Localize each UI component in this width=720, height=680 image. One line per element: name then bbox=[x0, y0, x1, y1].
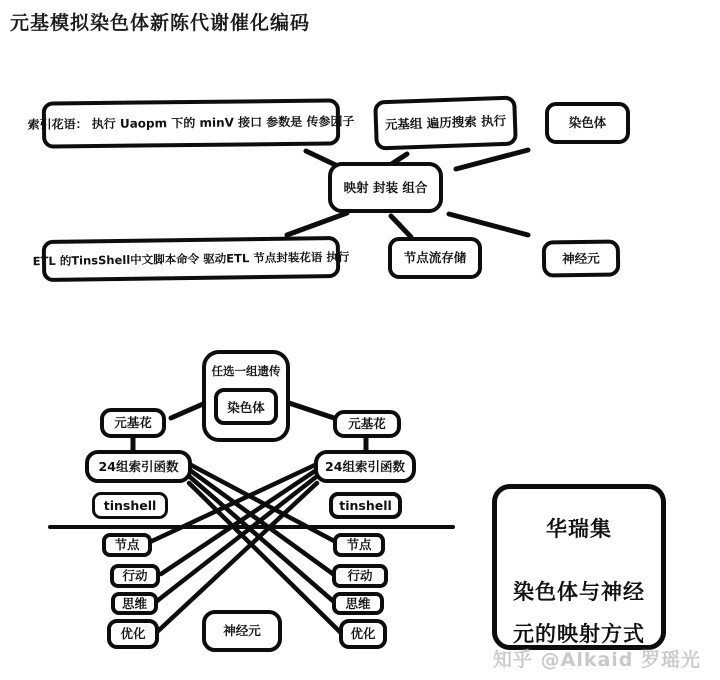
select-genetic-group-box bbox=[202, 350, 290, 442]
chromosome-box: 染色体 bbox=[545, 102, 630, 144]
caption-box bbox=[492, 484, 666, 650]
index-phrase-box: 索引花语： 执行 Uaopm 下的 minV 接口 参数是 传参因子 bbox=[42, 98, 340, 148]
action-right-box: 行动 bbox=[332, 564, 388, 588]
metaflower-right-box: 元基花 bbox=[333, 410, 401, 438]
neuron-box-top: 神经元 bbox=[542, 239, 621, 277]
etl-tinshell-box: ETL 的TinsShell中文脚本命令 驱动ETL 节点封装花语 执行 bbox=[42, 236, 341, 282]
optimize-right-box: 优化 bbox=[339, 619, 387, 649]
node-stream-storage-box: 节点流存储 bbox=[388, 237, 482, 279]
select-genetic-group-label: 任选一组遗传 bbox=[211, 364, 281, 378]
metaflower-left-box: 元基花 bbox=[100, 408, 166, 438]
tinshell-left-box: tinshell bbox=[92, 492, 168, 519]
node-left-box: 节点 bbox=[102, 533, 152, 557]
tinshell-right-box: tinshell bbox=[329, 492, 402, 519]
index-functions-left-box: 24组索引函数 bbox=[85, 450, 192, 483]
chromosome-inner-box: 染色体 bbox=[214, 388, 278, 425]
caption-line-1: 华瑞集 bbox=[546, 517, 612, 541]
metagroup-search-box: 元基组 遍历搜索 执行 bbox=[373, 96, 518, 151]
index-functions-right-box: 24组索引函数 bbox=[314, 450, 416, 483]
crossing-mapping-lines bbox=[150, 465, 340, 632]
neuron-box-bottom: 神经元 bbox=[202, 610, 282, 652]
caption-line-2: 染色体与神经 bbox=[513, 580, 645, 604]
page-title: 元基模拟染色体新陈代谢催化编码 bbox=[10, 12, 311, 34]
zhihu-watermark: 知乎 @Alkaid 罗瑶光 bbox=[493, 649, 702, 671]
mapping-center-box: 映射 封装 组合 bbox=[328, 162, 443, 213]
thinking-left-box: 思维 bbox=[111, 592, 158, 615]
action-left-box: 行动 bbox=[110, 564, 160, 588]
optimize-left-box: 优化 bbox=[107, 619, 159, 649]
thinking-right-box: 思维 bbox=[332, 592, 384, 615]
node-right-box: 节点 bbox=[333, 533, 385, 557]
caption-line-3: 元的映射方式 bbox=[513, 622, 645, 646]
